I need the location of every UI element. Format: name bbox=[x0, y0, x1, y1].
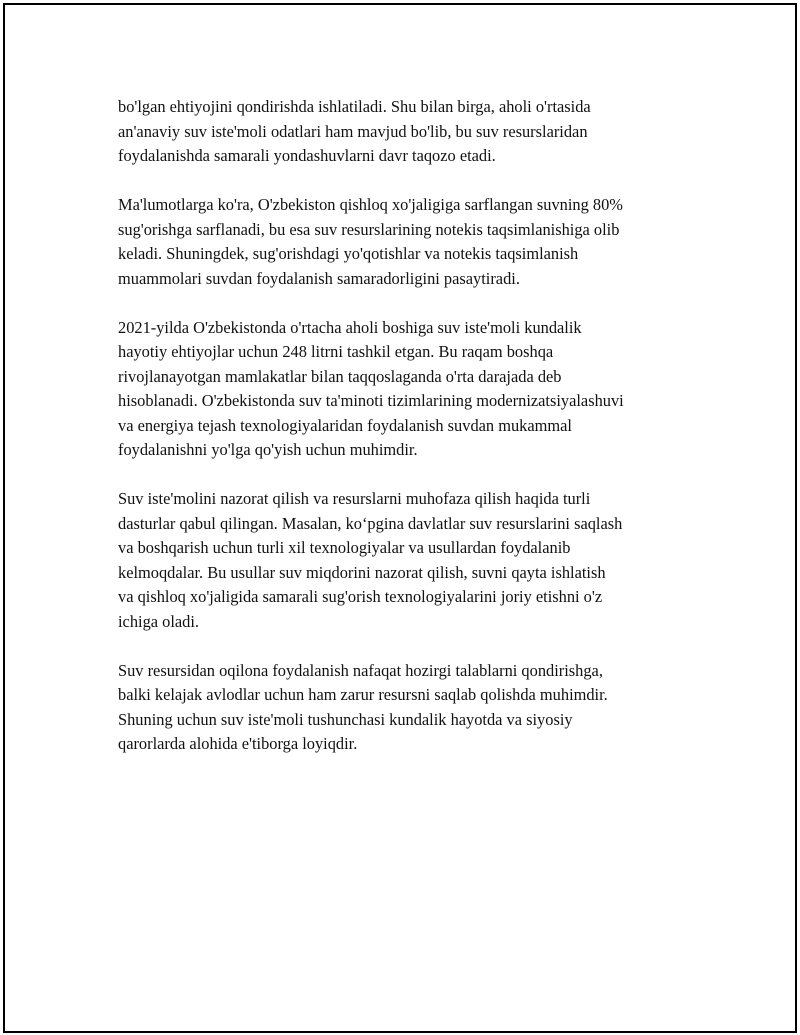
text-line: hisoblanadi. O'zbekistonda suv ta'minoti tizimlarining modernizatsiyalashuvi bbox=[118, 391, 624, 410]
text-line: an'anaviy suv iste'moli odatlari ham mavjud bo'lib, bu suv resurslaridan bbox=[118, 121, 588, 141]
text-line: va energiya tejash texnologiyalaridan foydalanish suvdan mukammal bbox=[118, 415, 572, 435]
paragraph-3 bbox=[118, 316, 698, 463]
text-line: foydalanishda samarali yondashuvlarni davr taqozo etadi. bbox=[118, 146, 496, 165]
text-line: Ma'lumotlarga ko'ra, O'zbekiston qishloq xo'jaligiga sarflangan suvning 80% bbox=[118, 195, 623, 214]
text-line: foydalanishni yo'lga qo'yish uchun muhimdir. bbox=[118, 440, 418, 459]
text-line: rivojlanayotgan mamlakatlar bilan taqqoslaganda o'rta darajada deb bbox=[118, 366, 562, 386]
text-line: hayotiy ehtiyojlar uchun 248 litrni tashkil etgan. Bu raqam boshqa bbox=[118, 342, 554, 361]
text-line: muammolari suvdan foydalanish samaradorligini pasaytiradi. bbox=[118, 268, 520, 288]
paragraph-5 bbox=[118, 659, 698, 757]
page-frame bbox=[3, 3, 797, 1033]
text-line: 2021-yilda O'zbekistonda o'rtacha aholi boshiga suv iste'moli kundalik bbox=[118, 317, 582, 337]
text-line: ichiga oladi. bbox=[118, 611, 200, 631]
text-line: va boshqarish uchun turli xil texnologiyalar va usullardan foydalanib bbox=[118, 538, 571, 557]
text-line: Suv resursidan oqilona foydalanish nafaqat hozirgi talablarni qondirishga, bbox=[118, 660, 603, 680]
text-line: keladi. Shuningdek, sug'orishdagi yo'qotishlar va notekis taqsimlanish bbox=[118, 244, 579, 263]
text-line: bo'lgan ehtiyojini qondirishda ishlatiladi. Shu bilan birga, aholi o'rtasida bbox=[118, 97, 591, 116]
text-line: sug'orishga sarflanadi, bu esa suv resurslarining notekis taqsimlanishiga olib bbox=[118, 219, 620, 239]
paragraph-4 bbox=[118, 487, 698, 634]
text-line: kelmoqdalar. Bu usullar suv miqdorini nazorat qilish, suvni qayta ishlatish bbox=[118, 562, 606, 582]
text-line: qarorlarda alohida e'tiborga loyiqdir. bbox=[118, 734, 358, 753]
text-line: Shuning uchun suv iste'moli tushunchasi kundalik hayotda va siyosiy bbox=[118, 709, 573, 729]
text-line: Suv iste'molini nazorat qilish va resurslarni muhofaza qilish haqida turli bbox=[118, 489, 591, 508]
text-line: va qishloq xo'jaligida samarali sug'orish texnologiyalarini joriy etishni o'z bbox=[118, 587, 603, 606]
paragraph-1 bbox=[118, 95, 698, 169]
paragraph-2 bbox=[118, 193, 698, 291]
text-line: balki kelajak avlodlar uchun ham zarur resursni saqlab qolishda muhimdir. bbox=[118, 685, 608, 704]
document-body bbox=[118, 95, 698, 781]
text-line: dasturlar qabul qilingan. Masalan, ko‘pgina davlatlar suv resurslarini saqlash bbox=[118, 513, 623, 533]
